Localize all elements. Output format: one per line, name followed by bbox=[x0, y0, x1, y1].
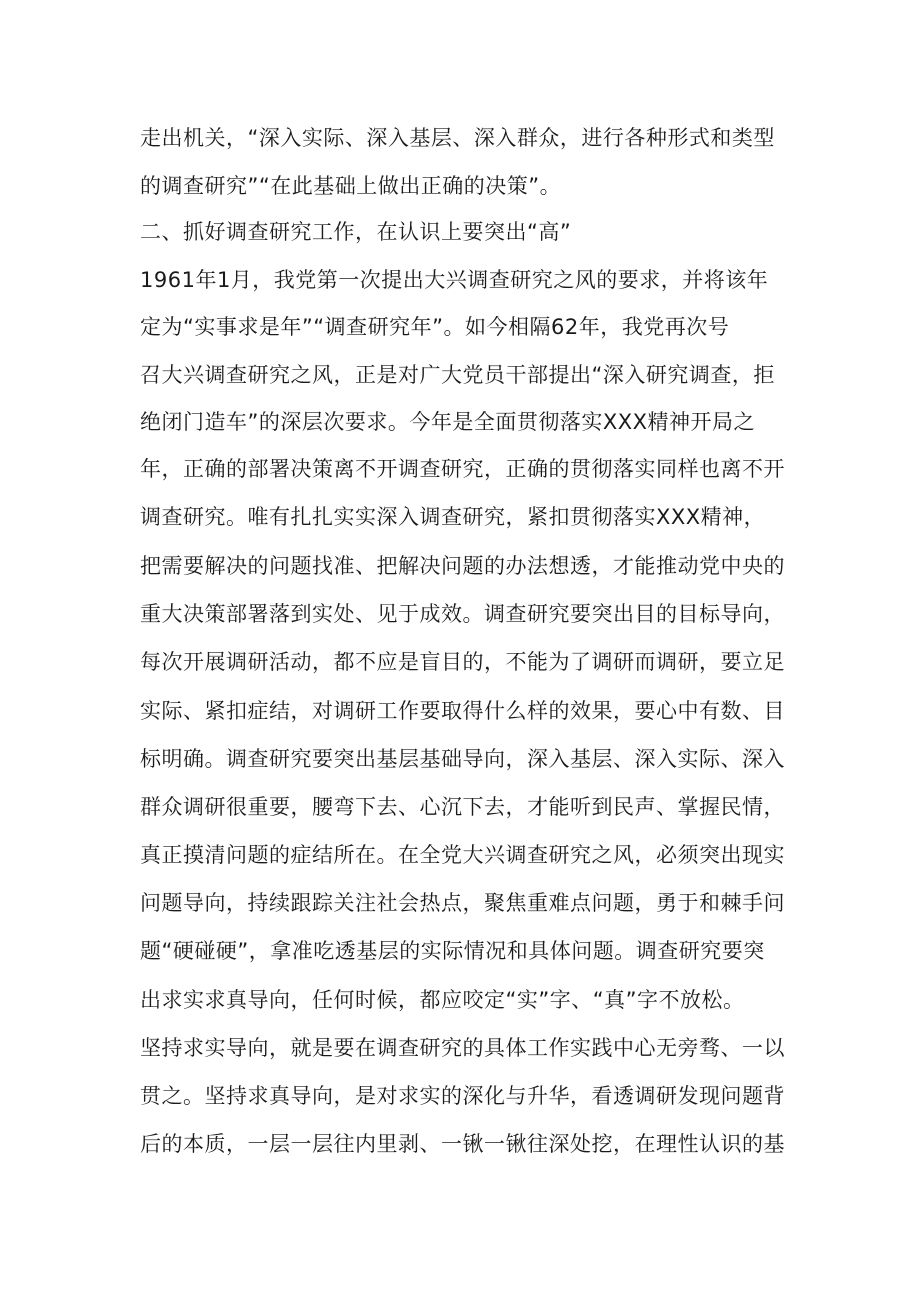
text-line: 每次开展调研活动，都不应是盲目的，不能为了调研而调研，要立足 bbox=[140, 650, 785, 674]
text-line: 走出机关，“深入实际、深入基层、深入群众，进行各种形式和类型 bbox=[140, 126, 775, 150]
text-line: 1961年1月，我党第一次提出大兴调查研究之风的要求，并将该年 bbox=[140, 268, 769, 292]
text-line: 出求实求真导向，任何时候，都应咬定“实”字、“真”字不放松。 bbox=[140, 988, 745, 1012]
text-line: 群众调研很重要，腰弯下去、心沉下去，才能听到民声、掌握民情， bbox=[140, 795, 785, 819]
text-line: 题“硬碰硬”，拿准吃透基层的实际情况和具体问题。调查研究要突 bbox=[140, 939, 765, 963]
text-line: 问题导向，持续跟踪关注社会热点，聚焦重难点问题，勇于和棘手问 bbox=[140, 891, 785, 915]
text-line: 年，正确的部署决策离不开调查研究，正确的贯彻落实同样也离不开 bbox=[140, 457, 785, 481]
text-line: 重大决策部署落到实处、见于成效。调查研究要突出目的目标导向， bbox=[140, 602, 785, 626]
text-line: 后的本质，一层一层往内里剥、一锹一锹往深处挖，在理性认识的基 bbox=[140, 1132, 785, 1156]
text-line: 把需要解决的问题找准、把解决问题的办法想透，才能推动党中央的 bbox=[140, 554, 785, 578]
text-line: 召大兴调查研究之风，正是对广大党员干部提出“深入研究调查，拒 bbox=[140, 363, 775, 387]
text-line: 坚持求实导向，就是要在调查研究的具体工作实践中心无旁骛、一以 bbox=[140, 1036, 785, 1060]
text-line: 绝闭门造车”的深层次要求。今年是全面贯彻落实XXX精神开局之 bbox=[140, 410, 756, 434]
text-line: 真正摸清问题的症结所在。在全党大兴调查研究之风，必须突出现实 bbox=[140, 843, 785, 867]
text-line: 实际、紧扣症结，对调研工作要取得什么样的效果，要心中有数、目 bbox=[140, 699, 785, 723]
text-line: 定为“实事求是年”“调查研究年”。如今相隔62年，我党再次号 bbox=[140, 315, 730, 339]
text-line: 调查研究。唯有扎扎实实深入调查研究，紧扣贯彻落实XXX精神， bbox=[140, 505, 766, 529]
text-line: 的调查研究”“在此基础上做出正确的决策”。 bbox=[140, 174, 562, 198]
section-heading: 二、抓好调查研究工作，在认识上要突出“高” bbox=[140, 220, 572, 244]
text-line: 标明确。调查研究要突出基层基础导向，深入基层、深入实际、深入 bbox=[140, 747, 785, 771]
text-line: 贯之。坚持求真导向，是对求实的深化与升华，看透调研发现问题背 bbox=[140, 1084, 785, 1108]
